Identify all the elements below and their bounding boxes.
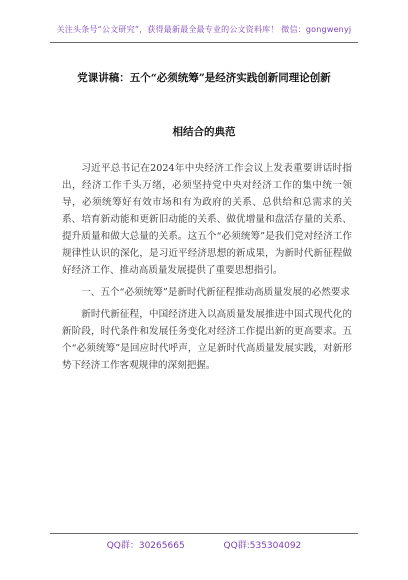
header-text: 关注头条号“公文研究”，获得最新最全最专业的公文资料库！ 微信：gongwenyj xyxy=(56,25,352,34)
paragraph-section-1: 新时代新征程，中国经济进入以高质量发展推进中国式现代化的新阶段，时代条件和发展任务变化对经济工作提出新的更高要求。五个“必须统筹”是回应时代呼声，立足新时代高质量发展实践，对新形势下经济工作客观规律的深刻把握。 xyxy=(62,309,352,371)
section-heading-1: 一、五个“必须统筹”是新时代新征程推动高质量发展的必然要求 xyxy=(81,287,351,298)
footer-divider xyxy=(50,533,358,534)
document-title-line-2: 相结合的典范 xyxy=(172,126,236,138)
footer-qq-group-1: QQ群：30265665 xyxy=(106,541,185,551)
document-title-line-1: 党课讲稿：五个“必须统筹”是经济实践创新同理论创新 xyxy=(77,72,331,84)
header-banner xyxy=(0,24,408,35)
header-divider xyxy=(50,42,358,43)
footer-qq-group-2: QQ群:535304092 xyxy=(223,541,302,551)
document-body xyxy=(62,160,352,374)
paragraph-intro: 习近平总书记在2024年中央经济工作会议上发表重要讲话时指出，经济工作千头万绪，必须坚持党中央对经济工作的集中统一领导，必须统筹好有效市场和有为政府的关系、总供给和总需求的关系、培育新动能和更新旧动能的关系、做优增量和盘活存量的关系、提升质量和做大总量的关系。这五个“必须统筹”是我们党对经济工作规律性认识的深化，是习近平经济思想的新成果，为新时代新征程做好经济工作、推动高质量发展提供了重要思想指引。 xyxy=(62,163,352,276)
footer-banner xyxy=(0,538,408,551)
